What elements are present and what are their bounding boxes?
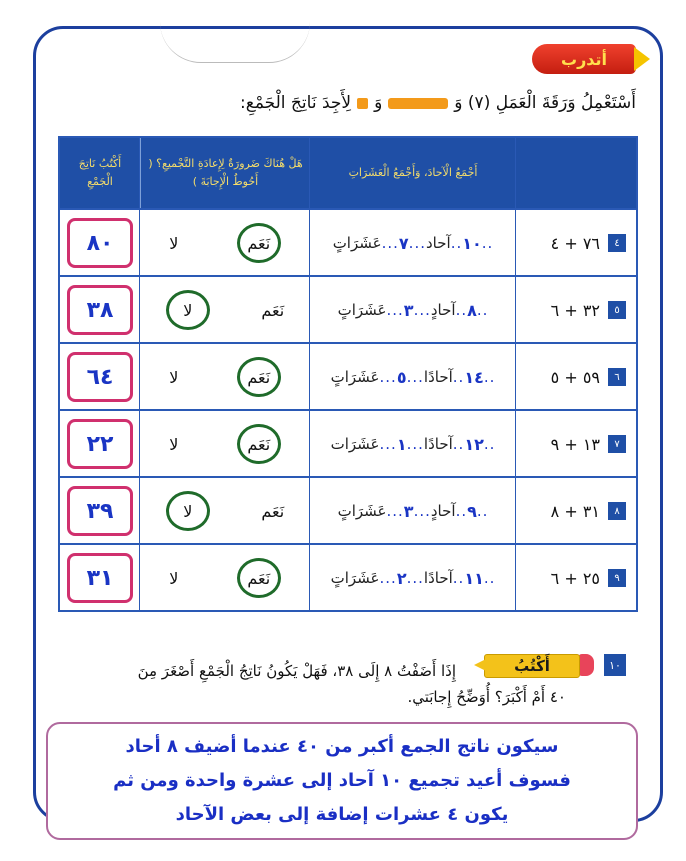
- sum-cell: [60, 344, 140, 410]
- pencil-eraser-icon: [578, 654, 594, 676]
- header-regroup: هَلْ هُنَاكَ ضَرورَةٌ لِإِعادَةِ التَّجْميعِ؟ ( أَحُوطُ الْإِجابَةَ ): [140, 138, 310, 208]
- table-header: [60, 138, 636, 208]
- problem-cell: [516, 411, 636, 477]
- ones-answer: ٨: [467, 300, 477, 320]
- yes-option[interactable]: نَعَم: [237, 357, 281, 397]
- tens-word: عَشَرَاتٍ: [330, 569, 380, 587]
- tens-answer: ٢: [396, 568, 407, 588]
- tens-answer: ١: [396, 434, 407, 454]
- tens-answer: ٥: [396, 367, 407, 387]
- header-combine: أَجْمَعُ الْآحادَ، وَأَجْمَعُ الْعَشَرَاتِ: [309, 138, 516, 208]
- sum-answer: ٣٨: [67, 285, 133, 335]
- yes-option[interactable]: نَعَم: [261, 501, 285, 521]
- ones-word: آحادٍ: [430, 502, 456, 520]
- addition-expression: ٥٩ + ٥: [550, 367, 600, 387]
- column-divider: [139, 138, 140, 610]
- question-text: [56, 654, 456, 688]
- column-divider: [515, 138, 516, 610]
- tens-answer: ٣: [403, 300, 414, 320]
- exercise-number: ٥: [608, 301, 626, 319]
- answer-line3: يكون ٤ عشرات إضافة إلى بعض الآحاد: [175, 804, 509, 825]
- orange-square-icon: [357, 98, 368, 109]
- ones-answer: ٩: [467, 501, 477, 521]
- table-row: [60, 342, 636, 410]
- no-option[interactable]: لا: [169, 434, 179, 454]
- ones-word: آحادٍ: [430, 301, 456, 319]
- yes-option[interactable]: نَعَم: [237, 424, 281, 464]
- ones-answer: ١٠: [462, 233, 482, 253]
- regroup-cell: [140, 277, 310, 343]
- table-row: [60, 275, 636, 343]
- table-row: [60, 409, 636, 477]
- table-row: [60, 543, 636, 611]
- instruction: [46, 88, 636, 118]
- sum-answer: ٦٤: [67, 352, 133, 402]
- pencil-tip-icon: [474, 658, 488, 672]
- sum-cell: [60, 478, 140, 544]
- question-10: [56, 644, 626, 714]
- problem-cell: [516, 344, 636, 410]
- exercise-number: ٦: [608, 368, 626, 386]
- exercise-number: ٤: [608, 234, 626, 252]
- sum-cell: [60, 210, 140, 276]
- header-sum: أَكْتُبُ نَاتِجَ الْجَمْعِ: [78, 157, 122, 188]
- combine-cell: .. ١١ .. آحادًا ... ٢ ... عَشَرَاتٍ: [330, 568, 496, 588]
- practice-table: [58, 136, 638, 612]
- addition-expression: ٣١ + ٨: [550, 501, 600, 521]
- tens-word: عَشَرَاتٍ: [332, 234, 382, 252]
- instruction-end: لِأَجِدَ نَاتِجَ الْجَمْعِ:: [240, 93, 352, 113]
- column-divider: [309, 138, 310, 610]
- table-row: [60, 208, 636, 276]
- combine-cell: .. ٩ .. آحادٍ ... ٣ ... عَشَرَاتٍ: [337, 501, 489, 521]
- regroup-cell: [140, 411, 310, 477]
- regroup-cell: [140, 210, 310, 276]
- orange-bar-icon: [388, 98, 448, 109]
- tens-answer: ٧: [398, 233, 409, 253]
- yes-option[interactable]: نَعَم: [237, 558, 281, 598]
- ones-answer: ١٤: [464, 367, 484, 387]
- ones-word: آحادًا: [423, 569, 453, 587]
- cloud-decoration: [160, 22, 310, 63]
- tens-word: عَشَرَاتٍ: [337, 502, 387, 520]
- sum-cell: [60, 411, 140, 477]
- sum-answer: ٨٠: [67, 218, 133, 268]
- sum-cell: [60, 277, 140, 343]
- practice-tag: [532, 44, 636, 74]
- ones-word: آحاد: [425, 234, 451, 252]
- problem-cell: [516, 545, 636, 611]
- question-text-line2: ٤٠ أَمْ أَكْبَرَ؟ أُوَضِّحُ إِجابَتي.: [407, 688, 566, 706]
- ones-word: آحادًا: [423, 368, 453, 386]
- exercise-number: ٧: [608, 435, 626, 453]
- question-number: ١٠: [604, 654, 626, 676]
- practice-tag-label: أتدرب: [560, 49, 608, 69]
- yes-option[interactable]: نَعَم: [261, 300, 285, 320]
- combine-cell: .. ١٤ .. آحادًا ... ٥ ... عَشَرَاتٍ: [330, 367, 496, 387]
- addition-expression: ٧٦ + ٤: [550, 233, 600, 253]
- header-problem: [515, 138, 636, 208]
- problem-cell: [516, 210, 636, 276]
- exercise-number: ٩: [608, 569, 626, 587]
- instruction-start: أَسْتَعْمِلُ وَرَقَةَ الْعَمَلِ (٧) وَ: [454, 93, 636, 113]
- table-row: [60, 476, 636, 544]
- no-option[interactable]: لا: [166, 290, 210, 330]
- write-label: أَكْتُبُ: [484, 654, 580, 678]
- answer-line2: فسوف أعيد تجميع ١٠ آحاد إلى عشرة واحدة ومن ثم: [113, 770, 571, 791]
- no-option[interactable]: لا: [169, 233, 179, 253]
- no-option[interactable]: لا: [169, 367, 179, 387]
- problem-cell: [516, 478, 636, 544]
- combine-cell: .. ١٠ .. آحاد ... ٧ ... عَشَرَاتٍ: [332, 233, 494, 253]
- instruction-mid: وَ: [374, 93, 383, 113]
- tens-word: عَشَرَاتٍ: [330, 368, 380, 386]
- ones-answer: ١٢: [464, 434, 484, 454]
- ones-answer: ١١: [464, 568, 484, 588]
- combine-cell: .. ٨ .. آحادٍ ... ٣ ... عَشَرَاتٍ: [337, 300, 489, 320]
- sum-answer: ٣٩: [67, 486, 133, 536]
- sum-answer: ٣١: [67, 553, 133, 603]
- sum-answer: ٢٢: [67, 419, 133, 469]
- tens-word: عَشَرَات: [330, 435, 380, 453]
- tens-answer: ٣: [403, 501, 414, 521]
- question-text-line1: إِذَا أَضَفْتُ ٨ إِلَى ٣٨، فَهَلْ يَكُونُ نَاتِجُ الْجَمْعِ أَصْغَرَ مِنَ: [137, 662, 456, 680]
- regroup-cell: [140, 344, 310, 410]
- combine-cell: .. ١٢ .. آحادًا ... ١ ... عَشَرَات: [330, 434, 496, 454]
- ones-word: آحادًا: [423, 435, 453, 453]
- addition-expression: ١٣ + ٩: [550, 434, 600, 454]
- sum-cell: [60, 545, 140, 611]
- handwritten-answer-box: [46, 722, 638, 840]
- pencil-icon: [474, 650, 594, 680]
- tens-word: عَشَرَاتٍ: [337, 301, 387, 319]
- no-option[interactable]: لا: [166, 491, 210, 531]
- problem-cell: [516, 277, 636, 343]
- addition-expression: ٣٢ + ٦: [550, 300, 600, 320]
- regroup-cell: [140, 545, 310, 611]
- yes-option[interactable]: نَعَم: [237, 223, 281, 263]
- exercise-number: ٨: [608, 502, 626, 520]
- no-option[interactable]: لا: [169, 568, 179, 588]
- regroup-cell: [140, 478, 310, 544]
- answer-line1: سيكون ناتج الجمع أكبر من ٤٠ عندما أضيف ٨ أحاد: [125, 736, 559, 757]
- addition-expression: ٢٥ + ٦: [550, 568, 600, 588]
